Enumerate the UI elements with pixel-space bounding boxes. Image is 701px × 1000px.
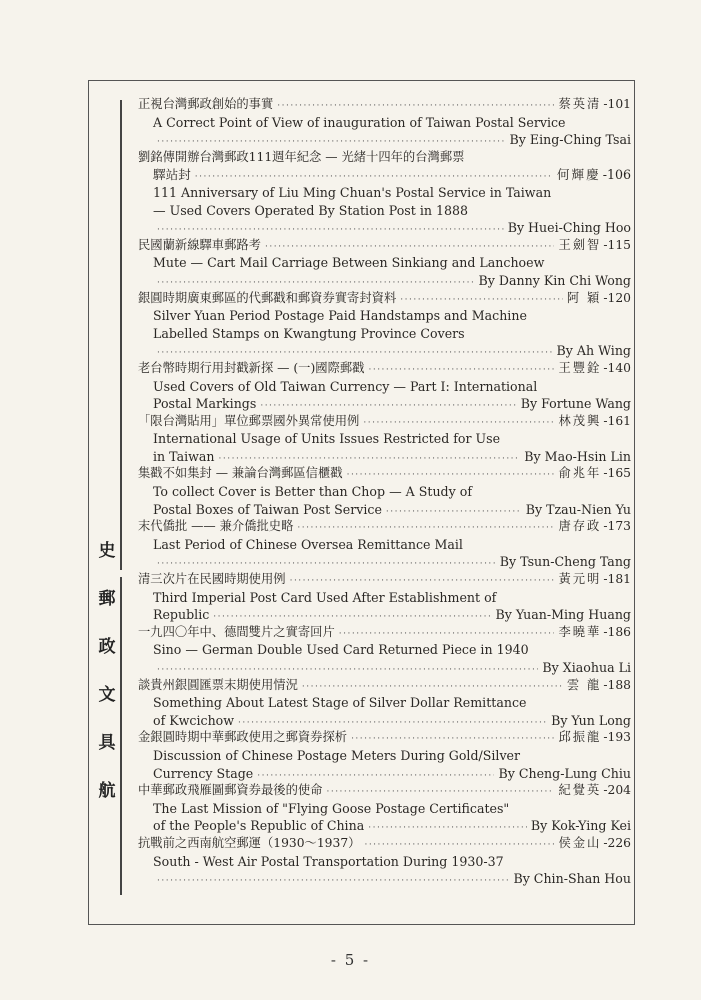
toc-entry-line-en [138,378,631,396]
section-bar-upper [120,100,122,570]
toc-text: 劉銘傳開辦台灣郵政111週年紀念 — 光緒十四年的台灣郵票 [138,149,465,164]
dot-leader [290,573,555,589]
toc-page-number: -181 [603,572,631,587]
toc-author-en: By Ah Wing [556,343,631,359]
toc-entry-title-zh [138,571,631,589]
toc-entry-line-en [138,448,631,466]
dot-leader [219,451,521,466]
toc-text: 「限台灣貼用」單位郵票國外異常使用例 [138,413,360,428]
dot-leader [302,679,563,695]
toc-entry-title-zh [138,149,631,167]
toc-author-zh: 俞兆年 [558,466,602,481]
toc-page-number: -186 [603,624,631,639]
toc-text: 清三次片在民國時期使用例 [138,572,286,587]
toc-entry-line-en [138,501,631,519]
toc-author-zh: 王豐銓 [558,360,602,375]
toc-text: International Usage of Units Issues Restricted for Use [153,431,501,447]
toc-entry-line-en [138,395,631,413]
toc-entry-line-en [138,342,631,360]
toc-text: 談貴州銀圓匯票末期使用情況 [138,677,298,692]
toc-author-zh: 黃元明 [558,572,602,587]
page-number: - 5 - [330,951,371,969]
toc-page-number: -173 [603,519,631,534]
section-title-char: 郵 [98,589,116,609]
toc-author-zh: 蔡英清 [558,97,602,111]
dot-leader [400,292,563,308]
toc-text: — Used Covers Operated By Station Post in 1888 [153,202,469,218]
toc-text: Used Covers of Old Taiwan Currency — Part I: International [153,378,538,394]
dot-leader [260,398,516,413]
toc-entry-line-en [138,641,631,659]
toc-text: 一九四〇年中、德間雙片之實寄回片 [138,624,335,639]
toc-text: of the People's Republic of China [153,818,365,834]
toc-entry-title-zh [138,96,631,114]
toc-entry-title-zh [138,290,631,308]
section-title-char: 具 [98,733,116,753]
dot-leader [238,715,547,730]
dot-leader [339,626,555,642]
section-title-char: 政 [98,637,116,657]
toc-text: 正視台灣郵政創始的事實 [138,97,274,111]
section-title-char: 文 [98,685,116,705]
dot-leader [277,98,554,114]
toc-text: 金銀圓時期中華郵政使用之郵資券探析 [138,730,348,745]
toc-entry-title-zh [138,677,631,695]
toc-entry-line-en [138,219,631,237]
dot-leader [351,731,554,747]
toc-page-number: -140 [603,360,631,375]
toc-text: 老台幣時期行用封戳新探 — (一)國際郵戳 [138,360,365,375]
toc-text: 民國蘭新線驛車郵路考 [138,237,261,252]
toc-entry-line-en [138,202,631,220]
toc-entry-line-en [138,800,631,818]
toc-author-zh: 邱振龍 [558,730,602,745]
toc-entry-line-en [138,853,631,871]
toc-text: 驛站封 [153,167,191,183]
section-title-char: 史 [98,541,116,561]
toc-entry-line-en [138,765,631,783]
dot-leader [326,784,554,800]
dot-leader [157,662,538,677]
toc-author-en: By Eing-Ching Tsai [509,132,631,148]
dot-leader [157,134,506,149]
toc-text: South - West Air Postal Transportation During 1930-37 [153,853,504,869]
toc-text: 中華郵政飛雁圖郵資券最後的使命 [138,783,323,798]
toc-author-en: By Fortune Wang [520,396,631,412]
toc-entry-line-en [138,589,631,607]
toc-entry-line-en [138,166,631,184]
toc-author-zh: 雲 龍 [566,677,602,692]
toc-text: 末代僑批 —— 兼介僑批史略 [138,519,294,534]
dot-leader [368,362,554,378]
toc-author-en: By Cheng-Lung Chiu [498,765,631,781]
toc-page-number: -115 [603,237,631,252]
toc-page-number: -193 [603,730,631,745]
dot-leader [157,556,496,571]
toc-text: A Correct Point of View of inauguration of Taiwan Postal Service [153,114,566,130]
toc-page-number: -106 [602,167,631,183]
dot-leader [386,504,522,519]
toc-author-en: By Yuan-Ming Huang [495,607,631,623]
dot-leader [265,239,554,255]
toc-entry-line-en [138,817,631,835]
dot-leader [368,820,527,835]
toc-author-zh: 李曉華 [558,624,602,639]
toc-author-en: By Danny Kin Chi Wong [478,272,631,288]
dot-leader [347,467,555,483]
toc-entry-title-zh [138,360,631,378]
toc-text: Silver Yuan Period Postage Paid Handstamps and Machine [153,308,527,324]
toc-author-en: By Xiaohua Li [542,660,631,675]
toc-page-number: -188 [603,677,631,692]
toc-author-zh: 唐存政 [558,519,602,534]
toc-entry-title-zh [138,237,631,255]
toc-entry-line-en [138,430,631,448]
toc-entry-line-en [138,659,631,677]
toc-text: Labelled Stamps on Kwangtung Province Covers [153,325,465,341]
toc-page-number: -120 [603,290,631,305]
toc-entry-line-en [138,536,631,554]
toc-entry-line-en [138,694,631,712]
dot-leader [157,222,504,237]
dot-leader [364,837,554,853]
toc-entry-line-en [138,712,631,730]
section-title-vertical [91,540,123,828]
toc-page-number: -165 [603,466,631,481]
toc-author-en: By Mao-Hsin Lin [524,448,631,464]
toc-text: To collect Cover is Better than Chop — A Study of [153,484,472,500]
dot-leader [297,520,554,536]
toc-author-zh: 阿 穎 [566,290,602,305]
toc-text: 111 Anniversary of Liu Ming Chuan's Postal Service in Taiwan [153,184,552,200]
toc-page-number: -226 [603,835,631,850]
toc-page-number: -101 [603,97,631,111]
toc-entry-line-en [138,114,631,132]
toc-entry-title-zh [138,782,631,800]
toc-entry-title-zh [138,624,631,642]
toc-entry-line-en [138,254,631,272]
toc-text: Discussion of Chinese Postage Meters During Gold/Silver [153,747,521,763]
toc-page-number: -161 [603,413,631,428]
toc-entry-line-en [138,553,631,571]
dot-leader [157,275,475,290]
section-title-char: 航 [98,781,116,801]
toc-entry-line-en [138,606,631,624]
toc-author-en: By Tzau-Nien Yu [525,501,631,517]
dot-leader [213,609,491,624]
toc-text: Sino — German Double Used Card Returned Piece in 1940 [153,642,529,658]
dot-leader [363,415,554,431]
toc-author-zh: 王劍智 [558,237,602,252]
toc-text: Postal Boxes of Taiwan Post Service [153,501,382,517]
toc-entry-title-zh [138,729,631,747]
toc-entry-line-en [138,131,631,149]
toc-text: in Taiwan [153,448,215,464]
toc-entry-line-en [138,483,631,501]
toc-author-en: By Huei-Ching Hoo [507,220,631,236]
toc-author-zh: 林茂興 [558,413,602,428]
toc-text: Currency Stage [153,765,254,781]
toc-entry-title-zh [138,518,631,536]
toc-author-en: By Yun Long [551,712,631,728]
toc-text: Last Period of Chinese Oversea Remittance Mail [153,536,463,552]
table-of-contents [138,96,631,888]
toc-text: 集戳不如集封 — 兼論台灣郵區信櫃戳 [138,466,343,481]
dot-leader [195,169,553,184]
toc-text: 抗戰前之西南航空郵運（1930～1937） [138,835,361,850]
toc-entry-title-zh [138,835,631,853]
toc-entry-title-zh [138,413,631,431]
toc-author-en: By Tsun-Cheng Tang [499,554,631,570]
toc-text: Republic [153,607,210,623]
toc-text: Something About Latest Stage of Silver Dollar Remittance [153,695,527,711]
toc-entry-line-en [138,870,631,888]
toc-author-zh: 何輝慶 [556,167,601,183]
toc-entry-title-zh [138,465,631,483]
toc-entry-line-en [138,325,631,343]
dot-leader [257,768,494,783]
toc-author-zh: 侯金山 [558,835,602,850]
toc-text: of Kwcichow [153,712,235,728]
dot-leader [157,345,552,360]
toc-author-en: By Kok-Ying Kei [530,818,631,834]
toc-author-zh: 紀覺英 [558,783,602,798]
toc-entry-line-en [138,307,631,325]
toc-text: Mute — Cart Mail Carriage Between Sinkiang and Lanchoew [153,255,545,271]
toc-entry-line-en [138,747,631,765]
toc-text: 銀圓時期廣東郵區的代郵戳和郵資券實寄封資料 [138,290,397,305]
toc-text: The Last Mission of "Flying Goose Postage Certificates" [153,800,510,816]
toc-author-en: By Chin-Shan Hou [513,871,631,887]
toc-page-number: -204 [603,783,631,798]
toc-text: Postal Markings [153,396,257,412]
dot-leader [157,873,509,888]
toc-text: Third Imperial Post Card Used After Establishment of [153,589,497,605]
toc-entry-line-en [138,184,631,202]
toc-entry-line-en [138,272,631,290]
